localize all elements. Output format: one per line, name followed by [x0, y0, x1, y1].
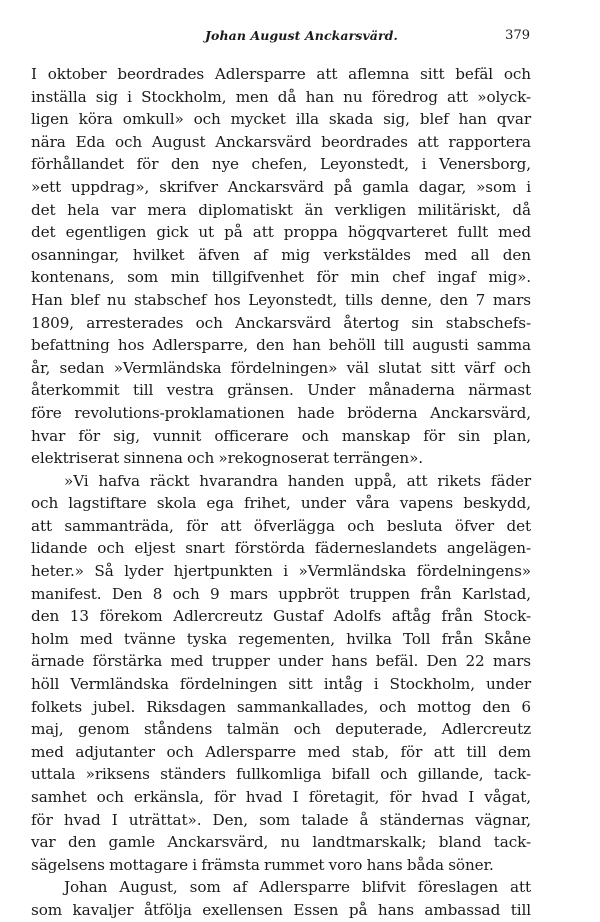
body-text — [31, 63, 531, 922]
text-line: holm med tvänne tyska regementen, hvilka Toll från Skåne — [31, 629, 531, 648]
text-line: för hvad I uträttat». Den, som talade å ständernas vägnar, — [31, 810, 531, 829]
text-line: som kavaljer åtfölja exellensen Essen på hans ambassad till — [31, 900, 531, 919]
text-line: återkommit till vestra gränsen. Under månaderna närmast — [31, 381, 531, 400]
text-line: år, sedan »Vermländska fördelningen» väl slutat sitt värf och — [31, 358, 531, 377]
text-line: det egentligen gick ut på att proppa högqvarteret fullt med — [31, 223, 531, 242]
text-line: manifest. Den 8 och 9 mars uppbröt truppen från Karlstad, — [31, 584, 531, 603]
text-line: lidande och eljest snart förstörda fäderneslandets angelägen- — [31, 539, 531, 558]
page-number: 379 — [505, 28, 530, 43]
text-line: att sammanträda, för att öfverlägga och besluta öfver det — [31, 516, 531, 535]
text-line: »Vi hafva räckt hvarandra handen uppå, att rikets fäder — [64, 471, 531, 490]
text-line: 1809, arresterades och Anckarsvärd återtog sin stabschefs- — [31, 313, 531, 332]
text-line: Johan August, som af Adlersparre blifvit föreslagen att — [64, 878, 531, 897]
text-line: med adjutanter och Adlersparre med stab, för att till dem — [31, 742, 531, 761]
text-line: »ett uppdrag», skrifver Anckarsvärd på gamla dagar, »som i — [31, 177, 531, 196]
text-line: nära Eda och August Anckarsvärd beordrades att rapportera — [31, 132, 531, 151]
header-title: Johan August Anckarsvärd. — [205, 28, 398, 43]
text-line: och lagstiftare skola ega frihet, under våra vapens beskydd, — [31, 494, 531, 513]
text-line: förhållandet för den nye chefen, Leyonstedt, i Venersborg, — [31, 155, 531, 174]
text-line: höll Vermländska fördelningen sitt intåg i Stockholm, under — [31, 675, 531, 694]
text-line: före revolutions-proklamationen hade bröderna Anckarsvärd, — [31, 403, 531, 422]
text-line: osanningar, hvilket äfven af mig verkstäldes med all den — [31, 245, 531, 264]
text-line: samhet och erkänsla, för hvad I företagit, för hvad I vågat, — [31, 788, 531, 806]
text-line: befattning hos Adlersparre, den han behöll till augusti samma — [31, 336, 531, 355]
text-line: det hela var mera diplomatiskt än verkligen militäriskt, då — [31, 200, 531, 219]
text-line: sägelsens mottagare i främsta rummet voro hans båda söner. — [31, 855, 494, 874]
text-line: ligen köra omkull» och mycket illa skada sig, blef han qvar — [31, 110, 531, 129]
text-line: ärnade förstärka med trupper under hans befäl. Den 22 mars — [31, 652, 531, 671]
text-line: heter.» Så lyder hjertpunkten i »Vermländska fördelningens» — [31, 562, 531, 581]
text-line: uttala »riksens ständers fullkomliga bifall och gillande, tack- — [31, 765, 531, 784]
text-line: elektriserat sinnena och »rekognoserat terrängen». — [31, 449, 424, 468]
text-line: folkets jubel. Riksdagen sammankallades, och mottog den 6 — [31, 697, 531, 716]
text-line: var den gamle Anckarsvärd, nu landtmarskalk; bland tack- — [31, 833, 531, 852]
text-line: inställa sig i Stockholm, men då han nu föredrog att »olyck- — [31, 87, 531, 106]
text-line: maj, genom ståndens talmän och deputerade, Adlercreutz — [31, 720, 531, 739]
text-line: hvar för sig, vunnit officerare och manskap för sin plan, — [31, 426, 531, 445]
text-line: I oktober beordrades Adlersparre att aflemna sitt befäl och — [31, 65, 531, 83]
text-line: den 13 förekom Adlercreutz Gustaf Adolfs aftåg från Stock- — [31, 607, 531, 626]
running-header — [30, 28, 530, 48]
text-line: Han blef nu stabschef hos Leyonstedt, tills denne, den 7 mars — [31, 290, 531, 309]
text-line: kontenans, som min tillgifvenhet för min chef ingaf mig». — [31, 268, 531, 287]
